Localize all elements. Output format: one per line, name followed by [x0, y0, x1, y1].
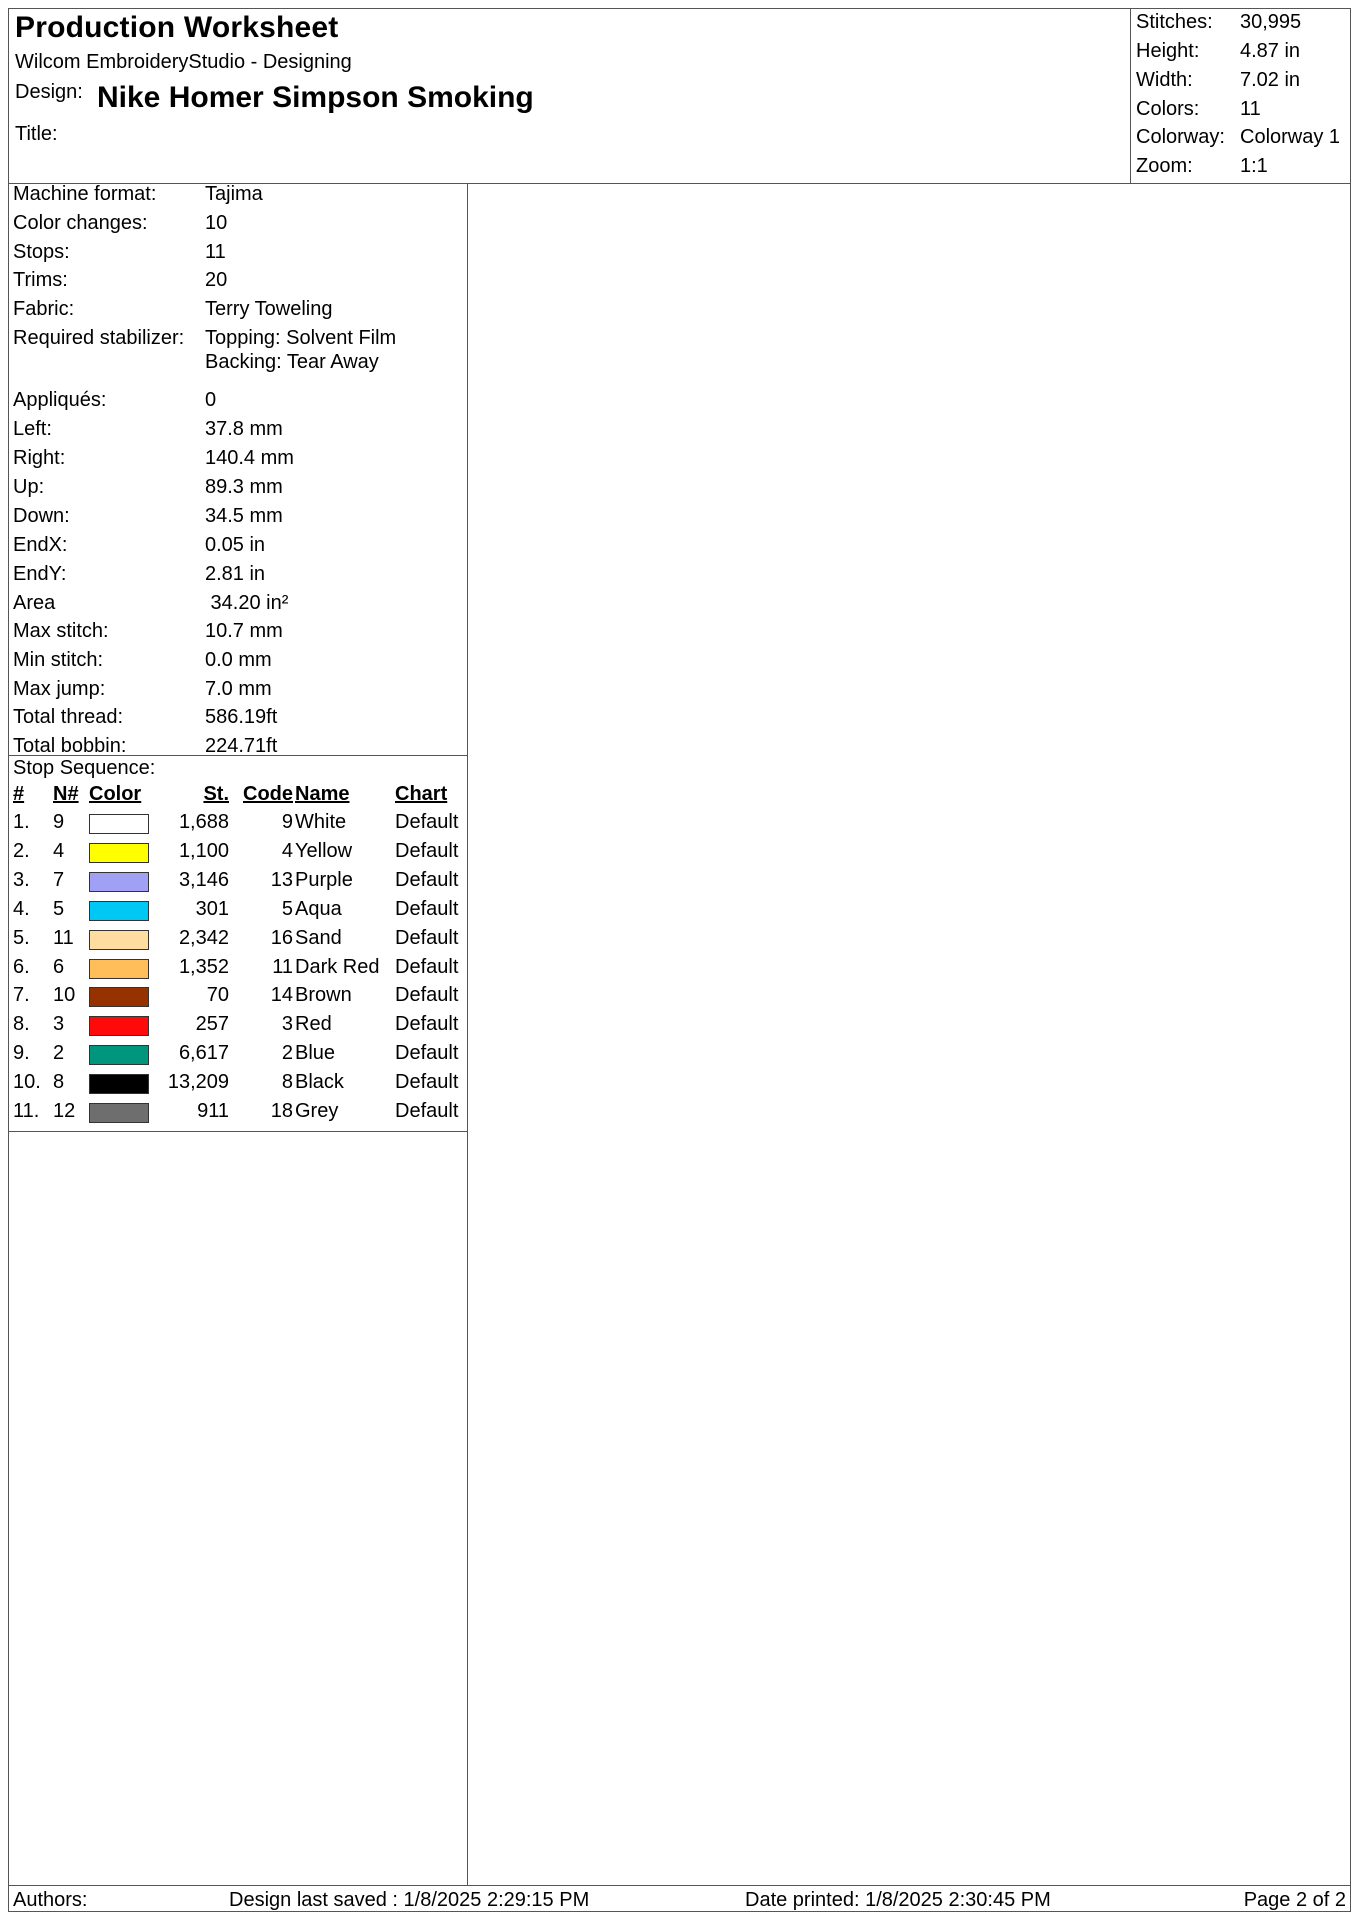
footer-last-saved: Design last saved : 1/8/2025 2:29:15 PM — [229, 1889, 590, 1911]
row-stitches: 3,146 — [178, 868, 229, 891]
col-header-color: Color — [89, 783, 142, 805]
color-swatch — [89, 930, 149, 950]
design-name: Nike Homer Simpson Smoking — [97, 81, 534, 114]
stat-label: Width: — [1136, 69, 1193, 91]
worksheet-footer — [9, 1885, 1350, 1913]
row-needle: 8 — [53, 1071, 65, 1094]
col-header-code: Code — [243, 783, 293, 805]
row-stitches: 2,342 — [178, 926, 229, 949]
row-chart: Default — [395, 1100, 459, 1122]
row-needle: 7 — [53, 868, 65, 891]
row-chart: Default — [395, 1013, 459, 1036]
details-column — [9, 183, 468, 1885]
col-header-num: # — [13, 783, 25, 805]
row-color-name: Grey — [295, 1100, 339, 1122]
row-number: 1. — [13, 811, 30, 833]
footer-page-number: Page 2 of 2 — [1243, 1889, 1346, 1911]
design-label: Design: — [15, 81, 83, 103]
row-chart: Default — [395, 984, 459, 1007]
row-needle: 11 — [53, 926, 74, 949]
row-number: 2. — [13, 839, 30, 862]
color-swatch — [89, 901, 149, 921]
row-chart: Default — [395, 868, 459, 891]
row-needle: 3 — [53, 1013, 65, 1036]
row-code: 8 — [281, 1071, 293, 1094]
row-color-name: Purple — [295, 868, 353, 891]
row-stitches: 70 — [206, 984, 229, 1007]
row-code: 14 — [270, 984, 293, 1007]
color-swatch — [89, 843, 149, 863]
row-number: 6. — [13, 955, 30, 978]
color-swatch — [89, 959, 149, 979]
row-stitches: 1,100 — [178, 839, 229, 862]
row-number: 10. — [13, 1071, 41, 1094]
row-color-name: Yellow — [295, 839, 353, 862]
row-number: 8. — [13, 1013, 30, 1036]
row-color-name: Sand — [295, 926, 342, 949]
stat-label: Stitches: — [1136, 11, 1213, 33]
row-chart: Default — [395, 811, 459, 833]
stat-label: Zoom: — [1136, 155, 1193, 177]
row-number: 9. — [13, 1042, 30, 1065]
row-stitches: 13,209 — [167, 1071, 229, 1094]
row-needle: 5 — [53, 897, 65, 920]
row-needle: 10 — [53, 984, 76, 1007]
row-color-name: Blue — [295, 1042, 336, 1065]
row-chart: Default — [395, 839, 459, 862]
footer-authors: Authors: — [13, 1889, 88, 1911]
row-number: 4. — [13, 897, 30, 920]
row-color-name: Brown — [295, 984, 352, 1007]
color-swatch — [89, 1074, 149, 1094]
row-chart: Default — [395, 926, 459, 949]
row-needle: 2 — [53, 1042, 65, 1065]
worksheet-header — [9, 9, 1350, 184]
row-stitches: 911 — [197, 1100, 229, 1122]
color-swatch — [89, 872, 149, 892]
row-number: 7. — [13, 984, 30, 1007]
row-chart: Default — [395, 897, 459, 920]
row-code: 18 — [270, 1100, 293, 1122]
col-header-st: St. — [203, 783, 229, 805]
stat-value: Colorway 1 — [1240, 126, 1341, 148]
row-stitches: 257 — [195, 1013, 229, 1036]
stat-label: Colorway: — [1136, 126, 1225, 148]
row-stitches: 6,617 — [178, 1042, 229, 1065]
row-code: 2 — [281, 1042, 293, 1065]
stat-value: 11 — [1240, 98, 1261, 120]
color-swatch — [89, 1016, 149, 1036]
row-stitches: 301 — [195, 897, 229, 920]
stat-value: 4.87 in — [1240, 40, 1301, 62]
color-swatch — [89, 814, 149, 834]
row-needle: 6 — [53, 955, 65, 978]
row-chart: Default — [395, 1042, 459, 1065]
col-header-n: N# — [53, 783, 79, 805]
col-header-name: Name — [295, 783, 350, 805]
color-swatch — [89, 987, 149, 1007]
row-code: 5 — [281, 897, 293, 920]
row-code: 9 — [281, 811, 293, 833]
row-number: 11. — [13, 1100, 40, 1122]
col-header-chart: Chart — [395, 783, 448, 805]
stat-label: Height: — [1136, 40, 1200, 62]
row-color-name: Red — [295, 1013, 332, 1036]
design-stats — [1130, 9, 1351, 183]
row-code: 13 — [270, 868, 293, 891]
color-swatch — [89, 1103, 149, 1123]
row-needle: 4 — [53, 839, 65, 862]
row-needle: 9 — [53, 811, 65, 833]
row-color-name: Black — [295, 1071, 344, 1094]
row-chart: Default — [395, 955, 459, 978]
stat-value: 1:1 — [1240, 155, 1268, 177]
title-label: Title: — [15, 123, 58, 145]
row-code: 4 — [281, 839, 293, 862]
row-number: 5. — [13, 926, 30, 949]
row-code: 11 — [272, 955, 293, 978]
stat-value: 30,995 — [1240, 11, 1302, 33]
row-stitches: 1,352 — [178, 955, 229, 978]
footer-date-printed: Date printed: 1/8/2025 2:30:45 PM — [745, 1889, 1051, 1911]
worksheet-page — [8, 8, 1351, 1912]
row-code: 3 — [281, 1013, 293, 1036]
stop-sequence-title: Stop Sequence: — [13, 757, 156, 779]
row-color-name: White — [295, 811, 347, 833]
row-stitches: 1,688 — [178, 811, 229, 833]
row-chart: Default — [395, 1071, 459, 1094]
worksheet-title: Production Worksheet — [15, 11, 339, 44]
stat-label: Colors: — [1136, 98, 1200, 120]
row-code: 16 — [270, 926, 293, 949]
row-number: 3. — [13, 868, 30, 891]
design-properties: Machine format: Tajima Color changes: 10 Stops: 11 Trims: 20 Fabric: Terry Toweling Required stabilizer: Topping: Solvent Film Backing: Tear Away Appliqués: 0 Left: 37.8 mm Right: 140.4 mm Up: 89.3 mm Down: 34.5 mm EndX: 0.05 in EndY: 2.81 in Area 34.20 in² Max stitch: 10.7 mm Min stitch: 0.0 mm Max jump: 7.0 mm Total thread: 586.19ft Total bobbin: 224.71ft — [9, 183, 467, 756]
color-swatch — [89, 1045, 149, 1065]
row-needle: 12 — [53, 1100, 76, 1122]
stat-value: 7.02 in — [1240, 69, 1301, 91]
stop-sequence — [9, 755, 467, 1132]
row-color-name: Aqua — [295, 897, 342, 920]
software-name: Wilcom EmbroideryStudio - Designing — [15, 51, 352, 73]
row-color-name: Dark Red — [295, 955, 380, 978]
